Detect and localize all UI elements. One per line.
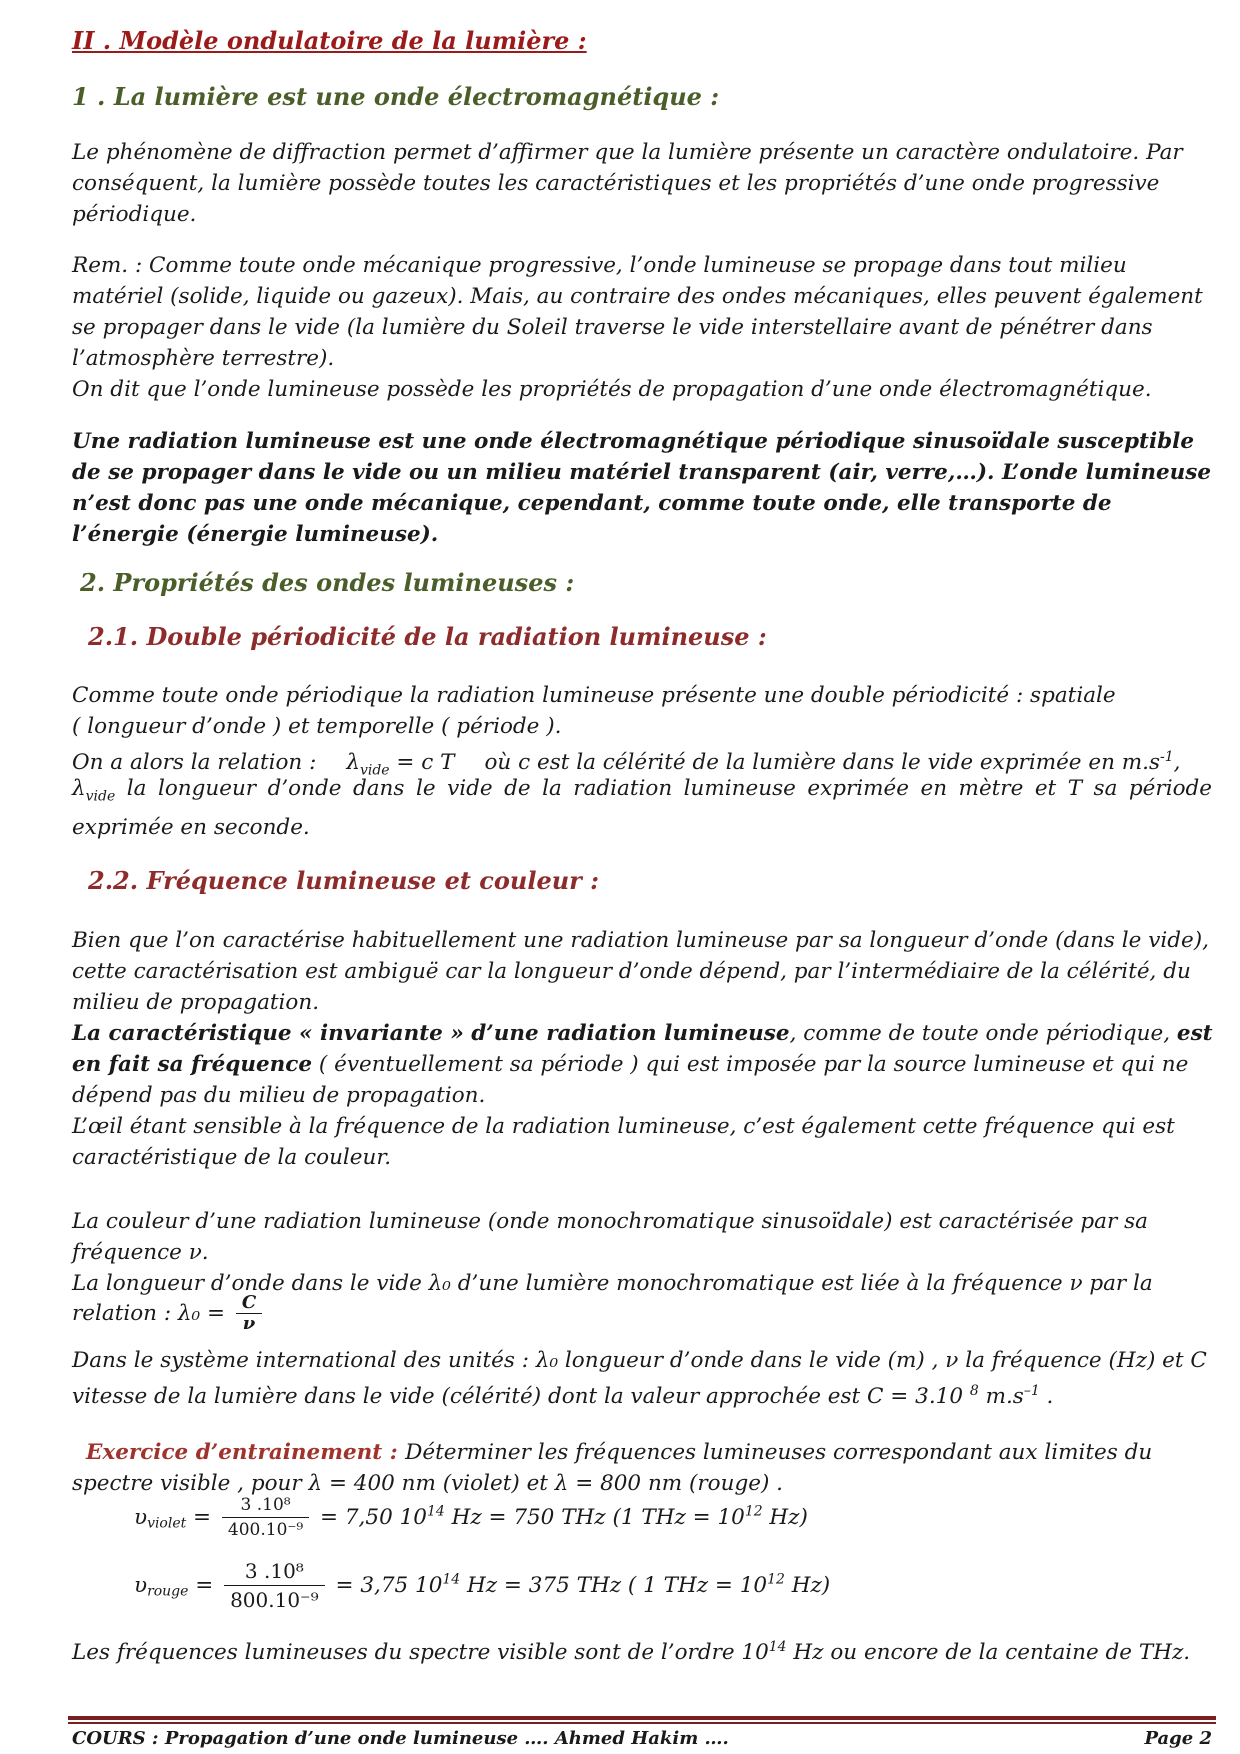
paragraph-frequency-1: Bien que l’on caractérise habituellement une radiation lumineuse par sa longueur d’onde (dans le vide), cette caractérisation est ambiguë car la longueur d’onde dépend, par l’intermédiaire de la célérité, du milieu de propagation.	[72, 928, 1209, 1015]
paragraph-color: La couleur d’une radiation lumineuse (onde monochromatique sinusoïdale) est caractérisée par sa fréquence ν.	[72, 1209, 1148, 1265]
relation-formula: relation : λ₀ = $\frac{C}{\nu}$	[72, 1293, 266, 1334]
footer-course-title: COURS : Propagation d’une onde lumineuse …. Ahmed Hakim ….	[72, 1728, 729, 1749]
heading-2-1: 2.1. Double périodicité de la radiation lumineuse :	[88, 622, 767, 651]
violet-calculation: $\upsilon_{violet}$ = $\frac{\text{3 .10⁸}}{\text{400.10⁻⁹}}$ = 7,50 $10^{14}$ Hz = 750 THz (1 THz = $10^{12}$ Hz)	[134, 1495, 808, 1540]
heading-2: 2. Propriétés des ondes lumineuses :	[80, 568, 575, 597]
section-title: II . Modèle ondulatoire de la lumière :	[72, 26, 587, 55]
conclusion: Les fréquences lumineuses du spectre visible sont de l’ordre $10^{14}$ Hz ou encore de la centaine de THz.	[72, 1639, 1191, 1666]
speed-light-line: vitesse de la lumière dans le vide (célérité) dont la valeur approchée est C = 3.10 $^8$ $m.s^{-1}$ .	[72, 1383, 1054, 1410]
paragraph-remark: Rem. : Comme toute onde mécanique progressive, l’onde lumineuse se propage dans tout milieu matériel (solide, liquide ou gazeux). Mais, au contraire des ondes mécaniques, elles peuvent également se propager dans le vide (la lumière du Soleil traverse le vide interstellaire avant de pénétrer dans l’atmosphère terrestre).	[72, 253, 1203, 371]
relation-explanation: $\lambda_{vide}$ la longueur d’onde dans le vide de la radiation lumineuse exprimée en mètre et T sa période exprimée en seconde.	[72, 776, 1212, 841]
double-periodicity-line1: Comme toute onde périodique la radiation lumineuse présente une double périodicité : spatiale	[72, 683, 1116, 708]
definition-bold: Une radiation lumineuse est une onde électromagnétique périodique sinusoïdale susceptible de se propager dans le vide ou un milieu matériel transparent (air, verre,…). L’onde lumineuse n’est donc pas une onde mécanique, cependant, comme toute onde, elle transporte de l’énergie (énergie lumineuse).	[72, 429, 1212, 547]
si-units-line: Dans le système international des unités : λ₀ longueur d’onde dans le vide (m) , ν la fréquence (Hz) et C	[72, 1348, 1207, 1373]
paragraph-frequency-3: L’œil étant sensible à la fréquence de la radiation lumineuse, c’est également cette fréquence qui est caractéristique de la couleur.	[72, 1114, 1175, 1170]
paragraph-frequency-2: La caractéristique « invariante » d’une radiation lumineuse, comme de toute onde périodique, est en fait sa fréquence ( éventuellement sa période ) qui est imposée par la source lumineuse et qui ne dépend pas du milieu de propagation.	[72, 1021, 1213, 1108]
red-calculation: $\upsilon_{rouge}$ = $\frac{\text{3 .10⁸}}{\text{800.10⁻⁹}}$ = 3,75 $10^{14}$ Hz = 375 THz ( 1 THz = $10^{12}$ Hz)	[134, 1559, 831, 1612]
footer-page-number: Page 2	[1144, 1728, 1212, 1749]
paragraph-remark-2: On dit que l’onde lumineuse possède les propriétés de propagation d’une onde électromagnétique.	[72, 377, 1152, 402]
paragraph-wavelength: La longueur d’onde dans le vide λ₀ d’une lumière monochromatique est liée à la fréquence ν par la	[72, 1271, 1153, 1296]
formula-fraction: $\frac{C}{\nu}$	[236, 1293, 262, 1334]
relation-line: On a alors la relation : $\lambda_{vide} = c$ T où c est la célérité de la lumière dans le vide exprimée en $m.s^{-1}$,	[72, 749, 1181, 779]
lambda-symbol: λ	[346, 750, 360, 776]
exercise-title: Exercice d’entrainement	[86, 1440, 383, 1465]
footer-rule-thin	[68, 1722, 1216, 1724]
violet-fraction: $\frac{\text{3 .10⁸}}{\text{400.10⁻⁹}}$	[222, 1493, 309, 1542]
heading-2-2: 2.2. Fréquence lumineuse et couleur :	[88, 866, 600, 895]
red-fraction: $\frac{\text{3 .10⁸}}{\text{800.10⁻⁹}}$	[224, 1557, 325, 1614]
paragraph-diffraction: Le phénomène de diffraction permet d’affirmer que la lumière présente un caractère ondulatoire. Par conséquent, la lumière possède toutes les caractéristiques et les propriétés d’une onde progressive périodique.	[72, 140, 1183, 227]
exercise-paragraph: Exercice d’entrainement : Déterminer les fréquences lumineuses correspondant aux limites du spectre visible , pour λ = 400 nm (violet) et λ = 800 nm (rouge) .	[72, 1440, 1153, 1496]
heading-1: 1 . La lumière est une onde électromagnétique :	[72, 82, 720, 111]
footer-rule-thick	[68, 1716, 1216, 1720]
double-periodicity-line2: ( longueur d’onde ) et temporelle ( période ).	[72, 714, 562, 739]
